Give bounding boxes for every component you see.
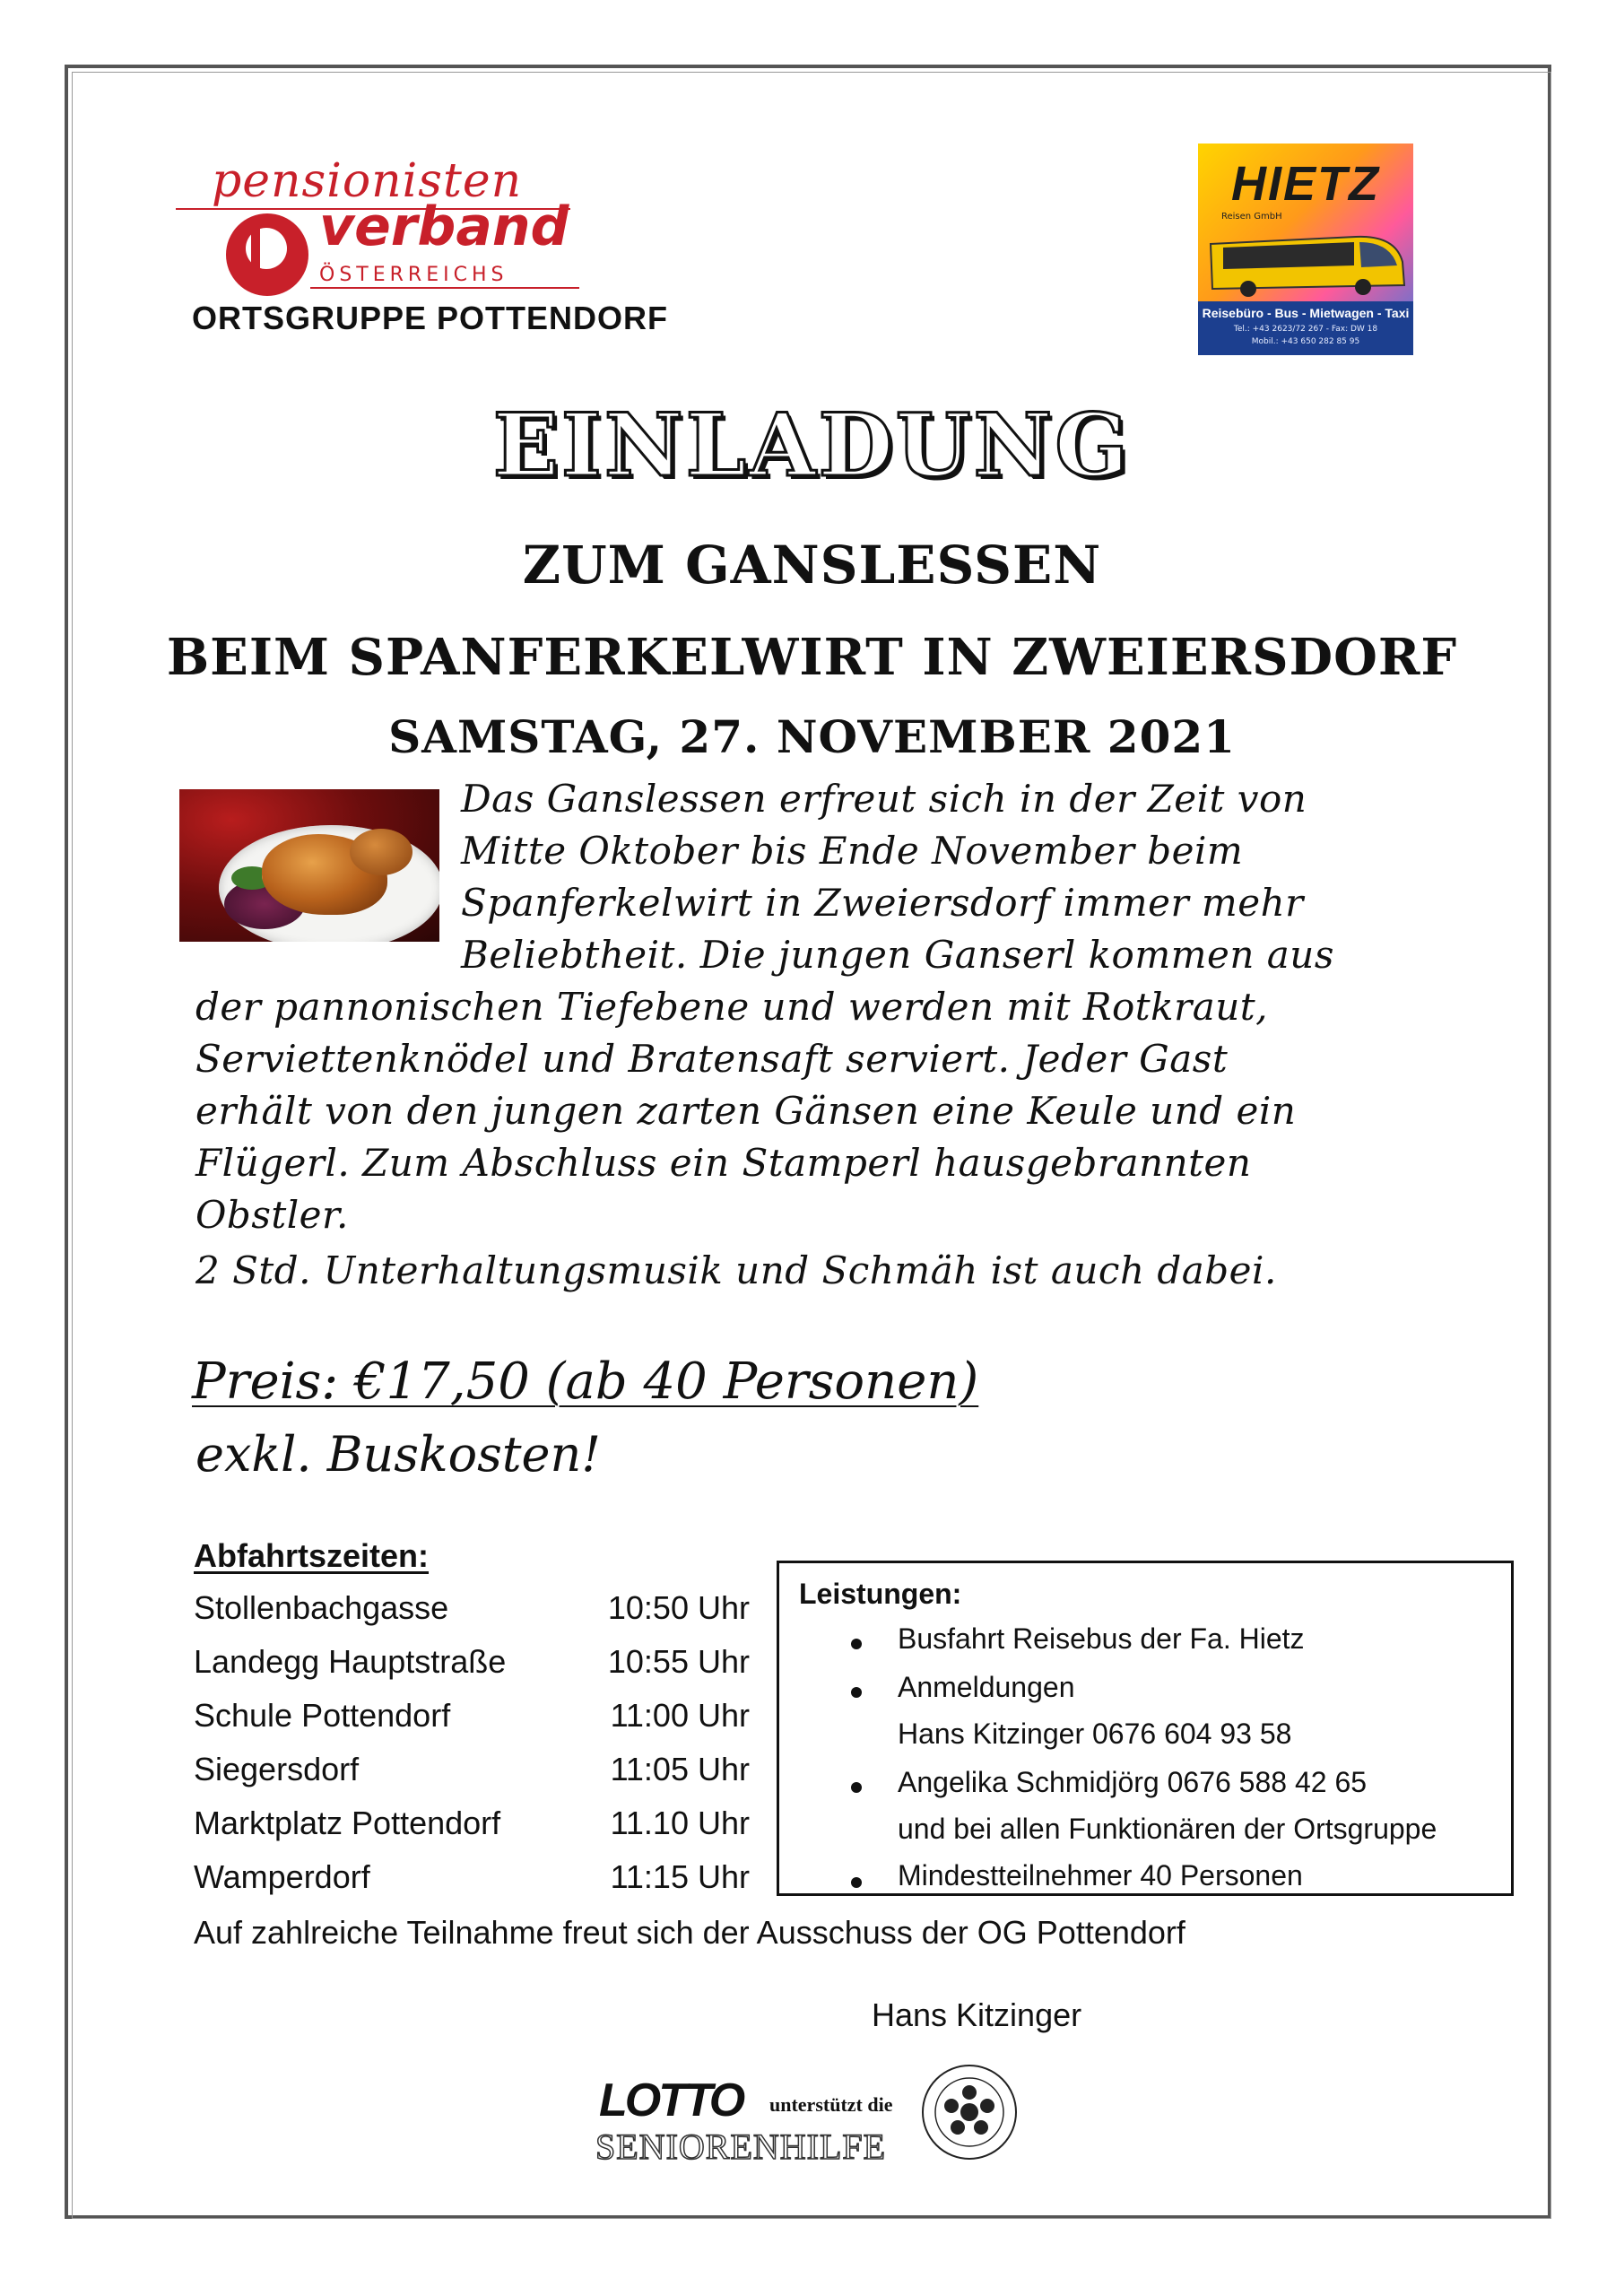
bus-icon — [1205, 226, 1406, 300]
bullet-icon — [851, 1639, 862, 1649]
closing-text: Auf zahlreiche Teilnahme freut sich der Ausschuss der OG Pottendorf — [194, 1914, 1185, 1951]
bullet-icon — [851, 1687, 862, 1698]
headline-ganslessen: ZUM GANSLESSEN — [522, 535, 1102, 596]
body-line: Flügerl. Zum Abschluss ein Stamperl hausgebrannten — [195, 1141, 1252, 1185]
price-note: exkl. Buskosten! — [195, 1426, 601, 1483]
price-line: Preis: €17,50 (ab 40 Personen) — [192, 1352, 979, 1411]
departure-row — [194, 1697, 750, 1747]
seniorenhilfe-seal-icon — [920, 2063, 1019, 2161]
departure-row — [194, 1805, 750, 1855]
body-line: Serviettenknödel und Bratensaft serviert. Jeder Gast — [195, 1037, 1229, 1081]
hietz-logo — [1198, 144, 1413, 355]
departure-row — [194, 1589, 750, 1639]
departure-place: Schule Pottendorf — [194, 1697, 451, 1734]
leistung-item: Busfahrt Reisebus der Fa. Hietz — [898, 1622, 1305, 1655]
leistungen-heading: Leistungen: — [799, 1578, 962, 1610]
departure-place: Stollenbachgasse — [194, 1589, 449, 1626]
logo-bottom-line — [310, 287, 579, 289]
departure-place: Landegg Hauptstraße — [194, 1643, 507, 1680]
departure-time: 10:50 Uhr — [607, 1589, 750, 1626]
hietz-services: Reisebüro - Bus - Mietwagen - Taxi — [1202, 306, 1410, 320]
hietz-title: HIETZ — [1231, 157, 1380, 211]
body-line: Mitte Oktober bis Ende November beim — [461, 829, 1244, 873]
logo-line-oesterreichs: ÖSTERREICHS — [319, 264, 508, 286]
leistung-item: Mindestteilnehmer 40 Personen — [898, 1859, 1303, 1892]
departure-time: 11:00 Uhr — [610, 1697, 750, 1734]
hietz-subtitle: Reisen GmbH — [1221, 212, 1282, 222]
headline-location: BEIM SPANFERKELWIRT IN ZWEIERSDORF — [166, 628, 1458, 687]
departure-place: Wamperdorf — [194, 1858, 370, 1895]
departure-time: 11.10 Uhr — [610, 1805, 750, 1841]
roast-goose-photo — [179, 789, 439, 942]
signer-name: Hans Kitzinger — [872, 1996, 1082, 2033]
hietz-info-band — [1198, 301, 1413, 355]
leistung-item-detail: Hans Kitzinger 0676 604 93 58 — [898, 1718, 1292, 1750]
bullet-icon — [851, 1877, 862, 1888]
leistung-item: Angelika Schmidjörg 0676 588 42 65 — [898, 1766, 1368, 1798]
body-line: erhält von den jungen zarten Gänsen eine Keule und ein — [195, 1089, 1297, 1133]
leistungen-box — [777, 1561, 1514, 1896]
departure-time: 10:55 Uhr — [607, 1643, 750, 1680]
departure-time: 11:05 Uhr — [610, 1751, 750, 1787]
body-line: Obstler. — [195, 1193, 349, 1237]
supported-by-text: unterstützt die — [769, 2093, 893, 2116]
logo-line-verband: verband — [319, 196, 569, 258]
body-line: Das Ganslessen erfreut sich in der Zeit von — [461, 777, 1307, 821]
departure-place: Siegersdorf — [194, 1751, 360, 1787]
lotto-logo: LOTTO — [599, 2074, 743, 2126]
leistung-item: Anmeldungen — [898, 1671, 1075, 1703]
headline-einladung: EINLADUNG — [492, 395, 1132, 496]
departure-row — [194, 1858, 750, 1909]
departure-time: 11:15 Uhr — [610, 1858, 750, 1895]
hietz-tel: Tel.: +43 2623/72 267 - Fax: DW 18 — [1233, 325, 1378, 334]
body-line: Beliebtheit. Die jungen Ganserl kommen aus — [461, 933, 1334, 977]
logo-p-stem — [251, 224, 260, 287]
hietz-mobil: Mobil.: +43 650 282 85 95 — [1251, 337, 1360, 346]
leistung-item-detail: und bei allen Funktionären der Ortsgruppe — [898, 1813, 1437, 1845]
headline-date: SAMSTAG, 27. NOVEMBER 2021 — [388, 710, 1236, 763]
bullet-icon — [851, 1782, 862, 1793]
departure-row — [194, 1643, 750, 1693]
body-line: Spanferkelwirt in Zweiersdorf immer mehr — [461, 881, 1304, 925]
departures-heading: Abfahrtszeiten: — [194, 1537, 430, 1574]
body-line: 2 Std. Unterhaltungsmusik und Schmäh ist auch dabei. — [195, 1248, 1277, 1292]
goose-wing-shape — [350, 829, 413, 875]
logo-line-pensionisten: pensionisten — [212, 154, 523, 208]
departure-row — [194, 1751, 750, 1801]
logo-p-circle-icon — [226, 213, 308, 296]
body-line: der pannonischen Tiefebene und werden mit Rotkraut, — [195, 985, 1269, 1029]
pensionistenverband-logo — [176, 154, 588, 298]
seniorenhilfe-wordmark: SENIORENHILFE — [595, 2126, 887, 2167]
ortsgruppe-label: ORTSGRUPPE POTTENDORF — [192, 300, 669, 336]
departure-place: Marktplatz Pottendorf — [194, 1805, 501, 1841]
